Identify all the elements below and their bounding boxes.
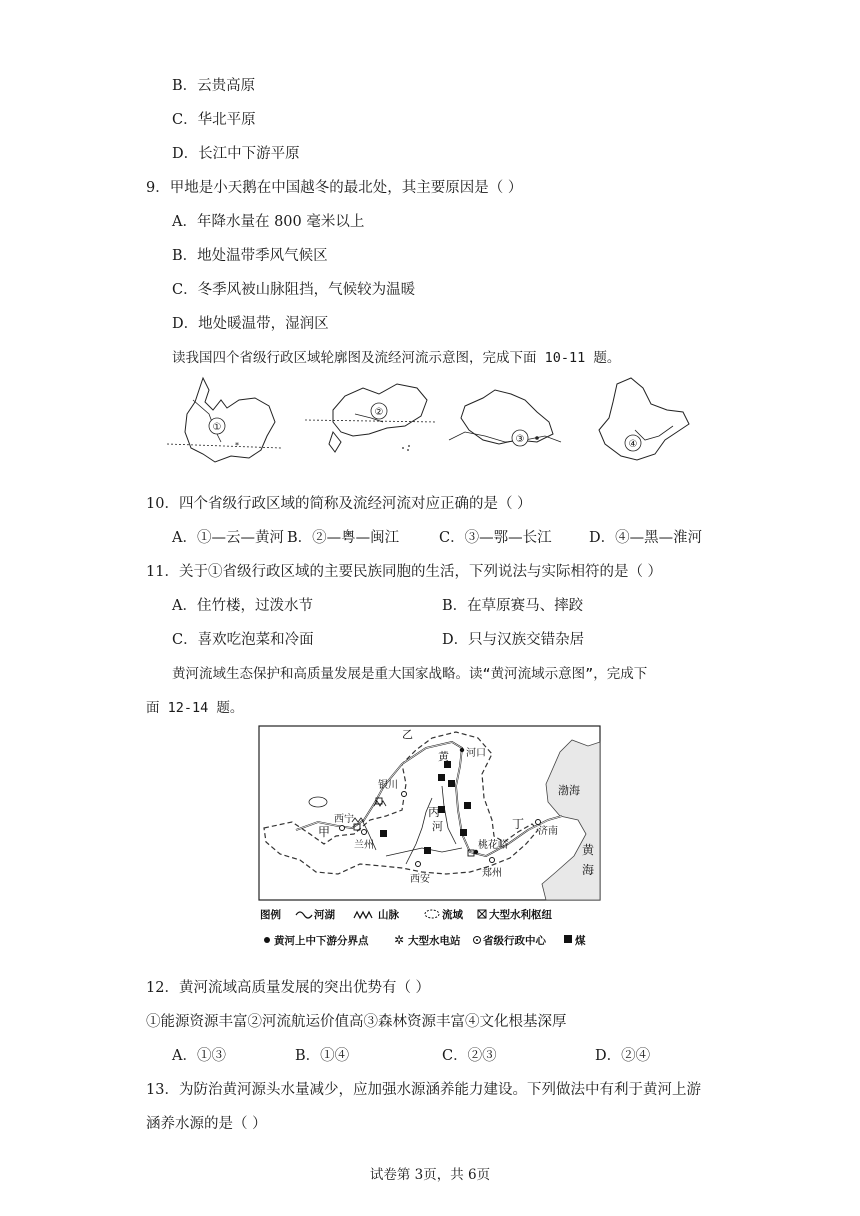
legend-basin: 流域 — [442, 909, 463, 921]
q11-stem: 11．关于①省级行政区域的主要民族同胞的生活，下列说法与实际相符的是（ ） — [146, 564, 663, 580]
q12-option-b: B．①④ — [295, 1048, 350, 1064]
place-hekou: 河口 — [466, 748, 486, 759]
q9-option-a: A．年降水量在 800 毫米以上 — [172, 214, 365, 230]
legend-mountain: 山脉 — [378, 909, 399, 921]
legend-coal: 煤 — [575, 935, 586, 947]
q8-option-c: C．华北平原 — [172, 112, 256, 128]
q11-option-c: C．喜欢吃泡菜和冷面 — [172, 632, 314, 648]
svg-text:*: * — [235, 441, 239, 450]
province-4-outline — [599, 378, 689, 460]
legend-boundary-point: 黄河上中下游分界点 — [274, 935, 369, 947]
q10-option-d: D．④—黑—淮河 — [589, 530, 703, 546]
q11-option-b: B．在草原赛马、摔跤 — [442, 598, 584, 614]
q12-options — [172, 1044, 650, 1065]
legend-boundary-point-icon — [264, 937, 270, 943]
q12-stem: 12．黄河流域高质量发展的突出优势有（ ） — [146, 980, 431, 996]
q9-option-c: C．冬季风被山脉阻挡，气候较为温暖 — [172, 282, 416, 298]
page-footer: 试卷第 3页，共 6页 — [369, 1167, 491, 1183]
q9-stem: 9．甲地是小天鹅在中国越冬的最北处，其主要原因是（ ） — [146, 180, 523, 196]
province-3-outline — [449, 390, 561, 446]
province-1-label: ① — [212, 422, 222, 433]
q12-option-a: A．①③ — [172, 1048, 226, 1064]
place-yi: 乙 — [402, 728, 413, 741]
place-zhengzhou: 郑州 — [482, 868, 502, 879]
yellow-river-basin-map — [256, 724, 604, 956]
q8-option-b: B．云贵高原 — [172, 78, 256, 94]
q12-items: ①能源资源丰富②河流航运价值高③森林资源丰富④文化根基深厚 — [146, 1014, 567, 1030]
intro-10-11: 读我国四个省级行政区域轮廓图及流经河流示意图，完成下面 10-11 题。 — [172, 350, 621, 366]
place-jinan: 济南 — [538, 826, 558, 837]
province-2-outline — [305, 384, 437, 452]
place-he: 河 — [432, 820, 443, 833]
q11-option-a: A．住竹楼，过泼水节 — [172, 598, 313, 614]
place-taohuayu: 桃花峪 — [478, 840, 508, 851]
place-jia: 甲 — [318, 825, 331, 839]
q8-option-d: D．长江中下游平原 — [172, 146, 300, 162]
place-xining: 西宁 — [334, 814, 354, 825]
q10-options — [172, 526, 702, 547]
legend-river-icon — [296, 912, 312, 918]
q10-option-a: A．①—云—黄河 — [172, 530, 284, 546]
legend-hydropower: 大型水电站 — [408, 935, 461, 947]
province-3-label: ③ — [515, 434, 525, 445]
place-lanzhou: 兰州 — [354, 840, 374, 851]
q13-stem-line1: 13．为防治黄河源头水量减少，应加强水源涵养能力建设。下列做法中有利于黄河上游 — [146, 1082, 701, 1098]
legend-dam: 大型水利枢纽 — [489, 909, 552, 921]
place-xian: 西安 — [410, 874, 430, 885]
place-huang: 黄 — [438, 750, 449, 763]
province-1-outline — [167, 378, 281, 462]
q12-option-c: C．②③ — [442, 1048, 497, 1064]
place-bohai: 渤海 — [558, 784, 580, 797]
q10-option-c: C．③—鄂—长江 — [439, 530, 552, 546]
legend-mountain-icon — [354, 912, 372, 918]
legend-title: 图例 — [260, 909, 281, 921]
place-ding: 丁 — [512, 817, 525, 831]
province-4-label: ④ — [628, 439, 638, 450]
place-yellow-sea-1: 黄 — [582, 843, 595, 857]
legend-capital: 省级行政中心 — [483, 935, 546, 947]
legend-hydropower-icon: ✲ — [394, 933, 405, 947]
q9-option-b: B．地处温带季风气候区 — [172, 248, 328, 264]
legend-basin-icon — [425, 910, 439, 918]
q11-option-d: D．只与汉族交错杂居 — [442, 632, 585, 648]
q12-option-d: D．②④ — [595, 1048, 651, 1064]
q13-stem-line2: 涵养水源的是（ ） — [146, 1116, 267, 1132]
q10-stem: 10．四个省级行政区域的简称及流经河流对应正确的是（ ） — [146, 496, 532, 512]
place-yellow-sea-2: 海 — [582, 863, 595, 877]
legend-coal-icon — [564, 935, 572, 943]
place-bing: 丙 — [428, 805, 441, 819]
q10-option-b: B．②—粤—闽江 — [287, 530, 400, 546]
intro-12-14-line1: 黄河流域生态保护和高质量发展是重大国家战略。读“黄河流域示意图”，完成下 — [172, 666, 648, 682]
legend-river: 河湖 — [314, 909, 335, 921]
place-yinchuan: 银川 — [378, 780, 398, 791]
q9-option-d: D．地处暖温带，湿润区 — [172, 316, 329, 332]
province-outlines-figure — [165, 370, 710, 470]
province-2-label: ② — [374, 407, 384, 418]
intro-12-14-line2: 面 12-14 题。 — [146, 700, 244, 716]
